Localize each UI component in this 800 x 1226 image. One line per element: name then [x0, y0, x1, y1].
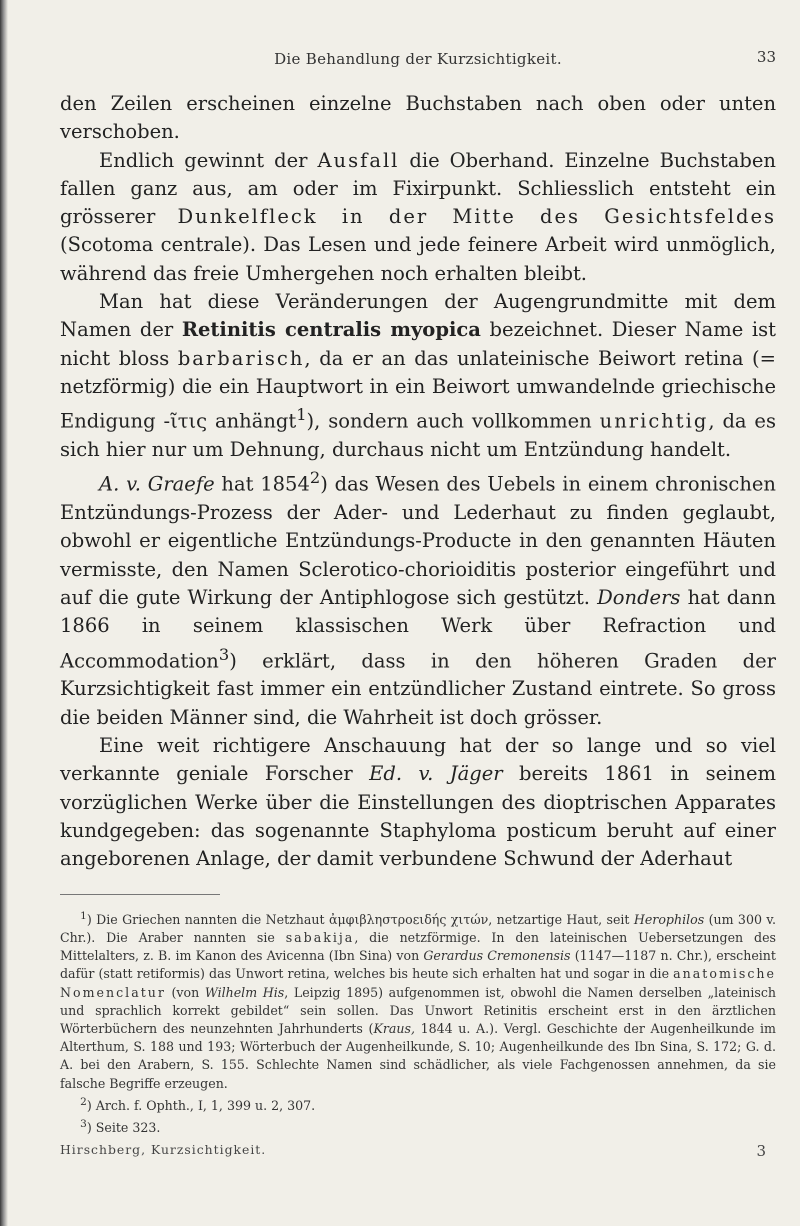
emphasis: barbarisch [177, 346, 305, 370]
footnote-divider [60, 894, 220, 895]
paragraph: Eine weit richtigere Anschauung hat der so lange und so viel verkannte geniale Forscher Ed. v. Jäger bereits 1861 in seinem vorzüglichen Werke über die Einstellungen des dioptrischen Apparates kundgegeben: das sogenannte Staphyloma posticum beruht auf einer angeborenen Anlage, der damit verbundene Schwund der Aderhaut [60, 734, 776, 871]
footnote: $^2$) Arch. f. Ophth., I, 1, 399 u. 2, 307. [80, 1095, 316, 1113]
emphasis: Ausfall [317, 148, 400, 172]
page-number: 33 [756, 48, 776, 66]
book-page [60, 40, 776, 1164]
footnote-ref: 1 [296, 405, 307, 425]
footnote: $^1$) Die Griechen nannten die Netzhaut ἀμφιβληστροειδής χιτών, netzartige Haut, seit Herophilos (um 300 v. Chr.). Die Araber nannten sie sabakija, die netzförmige. In den lateinischen Uebersetzungen des Mittelalters, z. B. im Kanon des Avicenna (Ibn Sina) von Gerardus Cremonensis (1147—1187 n. Chr.), erscheint dafür (statt retiformis) das Unwort retina, welches bis heute sich erhalten hat und sogar in die anatomische Nomenclatur (von Wilhelm His, Leipzig 1895) aufgenommen ist, obwohl die Namen derselben „lateinisch und sprachlich korrekt gebildet“ sein sollen. Das Unwort Retinitis erscheint erst in den ärztlichen Wörterbüchern des neunzehnten Jahrhunderts (Kraus, 1844 u. A.). Vergl. Geschichte der Augenheilkunde im Alterthum, S. 188 und 193; Wörterbuch der Augenheilkunde, S. 10; Augenheilkunde des Ibn Sina, S. 172; G. d. A. bei den Arabern, S. 155. Schlechte Namen sind schädlicher, als viele Fachgenossen annehmen, da sie falsche Begriffe erzeugen. [60, 909, 777, 1091]
term: Retinitis centralis myopica [181, 318, 481, 342]
footnote-mark: 2 [80, 1095, 87, 1108]
author-name: Ed. v. Jäger [369, 762, 503, 786]
footnote-mark: 1 [80, 909, 87, 922]
author-name: Donders [597, 586, 681, 610]
body-text [60, 90, 776, 874]
paragraph: A. v. Graefe hat 1854$^2$) das Wesen des Uebels in einem chronischen Entzündungs-Prozess der Ader- und Lederhaut zu finden geglaubt, obwohl er eigentliche Entzündungs-Producte in den genannten Häuten vermisste, den Namen Sclerotico-chorioiditis posterior eingeführt und auf die gute Wirkung der Antiphlogose sich gestützt. Donders hat dann 1866 in seinem klassischen Werk über Refraction und Accommodation$^3$) erklärt, dass in den höheren Graden der Kurzsichtigkeit fast immer ein entzündlicher Zustand eintrete. So gross die beiden Männer sind, die Wahrheit ist doch grösser. [60, 468, 776, 729]
paragraph: Endlich gewinnt der Ausfall die Oberhand. Einzelne Buchstaben fallen ganz aus, am oder im Fixirpunkt. Schliesslich entsteht ein grösserer Dunkelfleck in der Mitte des Gesichtsfeldes (Scotoma centrale). Das Lesen und jede feinere Arbeit wird unmöglich, während das freie Umhergehen noch erhalten bleibt. [60, 148, 776, 285]
book-signature: Hirschberg, Kurzsichtigkeit. [60, 1141, 267, 1157]
footnote-ref: 3 [218, 644, 230, 664]
emphasis: Dunkelfleck in der Mitte des Gesichtsfeldes [177, 205, 776, 229]
paragraph: Man hat diese Veränderungen der Augengrundmitte mit dem Namen der Retinitis centralis myopica bezeichnet. Dieser Name ist nicht bloss barbarisch, da er an das unlateinische Beiwort retina (= netzförmig) die ein Hauptwort in ein Beiwort umwandelnde griechische Endigung -ῖτις anhängt$^1$), sondern auch vollkommen unrichtig, da es sich hier nur um Dehnung, durchaus nicht um Entzündung handelt. [60, 290, 777, 462]
author-name: A. v. Graefe [99, 472, 215, 496]
footnote: $^3$) Seite 323. [80, 1118, 161, 1136]
paragraph: den Zeilen erscheinen einzelne Buchstaben nach oben oder unten verschoben. [60, 92, 776, 144]
running-title: Die Behandlung der Kurzsichtigkeit. [274, 50, 562, 68]
scan-edge [0, 0, 8, 1226]
footnotes [60, 907, 776, 1138]
footnote-ref: 2 [309, 468, 321, 488]
emphasis: unrichtig [599, 409, 709, 433]
sheet-number: 3 [756, 1141, 766, 1160]
footnote-mark: 3 [80, 1118, 87, 1131]
page-footer [60, 1142, 776, 1164]
page-header [60, 40, 776, 80]
